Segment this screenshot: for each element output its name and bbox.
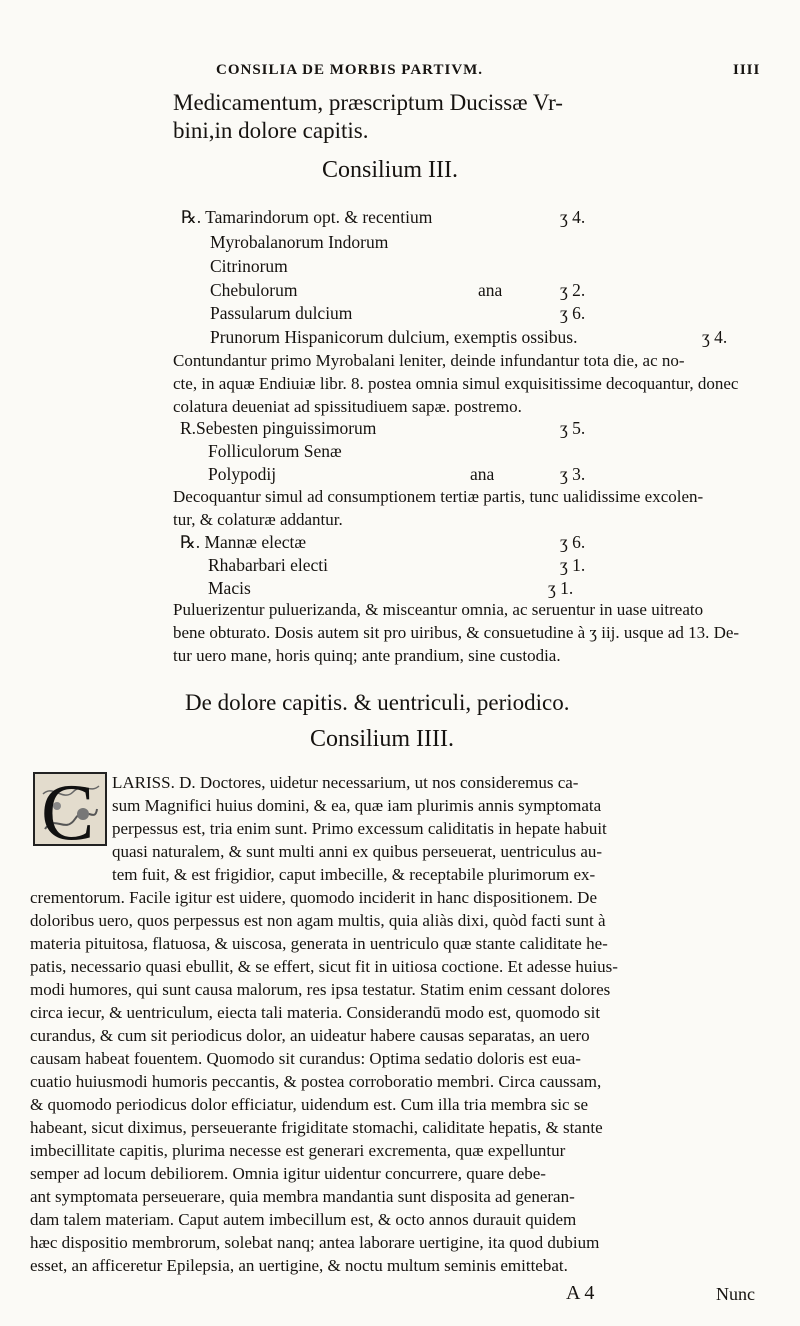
consilium-heading-4: Consilium IIII. xyxy=(310,726,454,752)
recipe-quantity: ʒ 2. xyxy=(560,280,586,300)
text-line: semper ad locum debiliorem. Omnia igitur uidentur concurrere, quare debe- xyxy=(30,1164,546,1183)
prescription-title-line2: bini,in dolore capitis. xyxy=(173,118,369,143)
recipe-quantity: ʒ 4. xyxy=(560,207,586,227)
text-line: Contundantur primo Myrobalani leniter, deinde infundantur tota die, ac no- xyxy=(173,351,685,370)
text-line: patis, necessario quasi ebullit, & se effert, sicut fit in uitiosa coctione. Et adesse huius- xyxy=(30,957,618,976)
text-line: quasi naturalem, & sunt multi anni ex quibus perseuerat, uentriculus au- xyxy=(112,842,603,861)
recipe-row: Citrinorum xyxy=(210,256,288,276)
catchword: Nunc xyxy=(716,1284,755,1304)
recipe-quantity: ʒ 6. xyxy=(560,303,586,323)
text-line: circa iecur, & uentriculum, eiecta tali materia. Considerandū modo est, quomodo sit xyxy=(30,1003,601,1022)
section-title: De dolore capitis. & uentriculi, periodico. xyxy=(185,690,570,715)
dropcap-letter: C xyxy=(41,772,95,846)
recipe-quantity: ʒ 5. xyxy=(560,418,586,438)
text-line: crementorum. Facile igitur est uidere, quomodo inciderit in hanc dispositionem. De xyxy=(30,888,598,907)
recipe-quantity: ʒ 3. xyxy=(560,464,586,484)
text-line: dam talem materiam. Caput autem imbecillum est, & octo annos durauit quidem xyxy=(30,1210,577,1229)
recipe-row: ℞. Mannæ electæ xyxy=(180,532,307,552)
text-line: hæc dispositio membrorum, solebat nanq; antea laborare uertigine, ita quod dubium xyxy=(30,1233,600,1252)
text-line: perpessus est, tria enim sunt. Primo excessum caliditatis in hepate habuit xyxy=(112,819,607,838)
text-line: bene obturato. Dosis autem sit pro uiribus, & consuetudine à ʒ iij. usque ad 13. De- xyxy=(173,623,740,642)
text-line: modi humores, qui sunt causa malorum, res ipsa testatur. Statim enim cessant dolores xyxy=(30,980,611,999)
text-line: tem fuit, & est frigidior, caput imbecille, & receptabile plurimorum ex- xyxy=(112,865,596,884)
page-number: IIII xyxy=(733,62,761,78)
recipe-row: Folliculorum Senæ xyxy=(208,441,342,461)
text-line: LARISS. D. Doctores, uidetur necessarium, ut nos consideremus ca- xyxy=(112,773,579,792)
recipe-row: R.Sebesten pinguissimorum xyxy=(180,418,377,438)
recipe-row: ℞. Tamarindorum opt. & recentium xyxy=(181,207,433,227)
recipe-quantity: ʒ 4. xyxy=(702,327,728,347)
recipe-row: Passularum dulcium xyxy=(210,303,353,323)
prescription-title-line1: Medicamentum, præscriptum Ducissæ Vr- xyxy=(173,90,563,115)
text-line: colatura deueniat ad spissitudiuem sapæ. postremo. xyxy=(173,397,522,416)
text-line: tur uero mane, horis quinq; ante prandium, sine custodia. xyxy=(173,646,561,665)
recipe-ana: ana xyxy=(470,464,495,484)
text-line: & quomodo periodicus dolor efficiatur, uidendum est. Cum illa tria membra sic se xyxy=(30,1095,588,1114)
text-line: esset, an afficeretur Epilepsia, an uertigine, & noctu multum seminis emittebat. xyxy=(30,1256,568,1275)
recipe-row: Chebulorum xyxy=(210,280,298,300)
text-line: doloribus uero, quos perpessus est non agam multis, quia aliàs dixi, quòd facti sunt à xyxy=(30,911,606,930)
text-line: imbecillitate capitis, plurima necesse est generari excrementa, quæ expelluntur xyxy=(30,1141,566,1160)
text-line: habeant, sicut diximus, perseuerante frigiditate stomachi, caliditate hepatis, & stante xyxy=(30,1118,603,1137)
text-line: sum Magnifici huius domini, & ea, quæ iam plurimis annis symptomata xyxy=(112,796,602,815)
recipe-row: Myrobalanorum Indorum xyxy=(210,232,389,252)
recipe-row: Polypodij xyxy=(208,464,277,484)
text-line: cuatio huiusmodi humoris peccantis, & postea corroboratio membri. Circa caussam, xyxy=(30,1072,602,1091)
running-title: CONSILIA DE MORBIS PARTIVM. xyxy=(216,62,484,78)
recipe-quantity: ʒ 6. xyxy=(560,532,586,552)
text-line: Puluerizentur puluerizanda, & misceantur omnia, ac seruentur in uase uitreato xyxy=(173,600,704,619)
decorated-initial xyxy=(33,772,107,846)
recipe-row: Prunorum Hispanicorum dulcium, exemptis ossibus. xyxy=(210,327,578,347)
text-line: causam habeat fouentem. Quomodo sit curandus: Optima sedatio doloris est eua- xyxy=(30,1049,581,1068)
text-line: cte, in aquæ Endiuiæ libr. 8. postea omnia simul exquisitissime decoquantur, donec xyxy=(173,374,739,393)
recipe-row: Macis xyxy=(208,578,251,598)
recipe-quantity: ʒ 1. xyxy=(548,578,574,598)
text-line: materia pituitosa, flatuosa, & uiscosa, generata in uentriculo quæ stante caliditate he- xyxy=(30,934,608,953)
recipe-ana: ana xyxy=(478,280,503,300)
text-line: ant symptomata perseuerare, quia membra mandantia sunt disposita ad generan- xyxy=(30,1187,575,1206)
consilium-heading-3: Consilium III. xyxy=(322,157,458,183)
text-line: Decoquantur simul ad consumptionem tertiæ partis, tunc ualidissime excolen- xyxy=(173,487,704,506)
text-line: tur, & colaturæ addantur. xyxy=(173,510,343,529)
text-line: curandus, & cum sit periodicus dolor, an uideatur habere causas separatas, an uero xyxy=(30,1026,590,1045)
signature-mark: A 4 xyxy=(566,1282,595,1304)
recipe-row: Rhabarbari electi xyxy=(208,555,329,575)
recipe-quantity: ʒ 1. xyxy=(560,555,586,575)
